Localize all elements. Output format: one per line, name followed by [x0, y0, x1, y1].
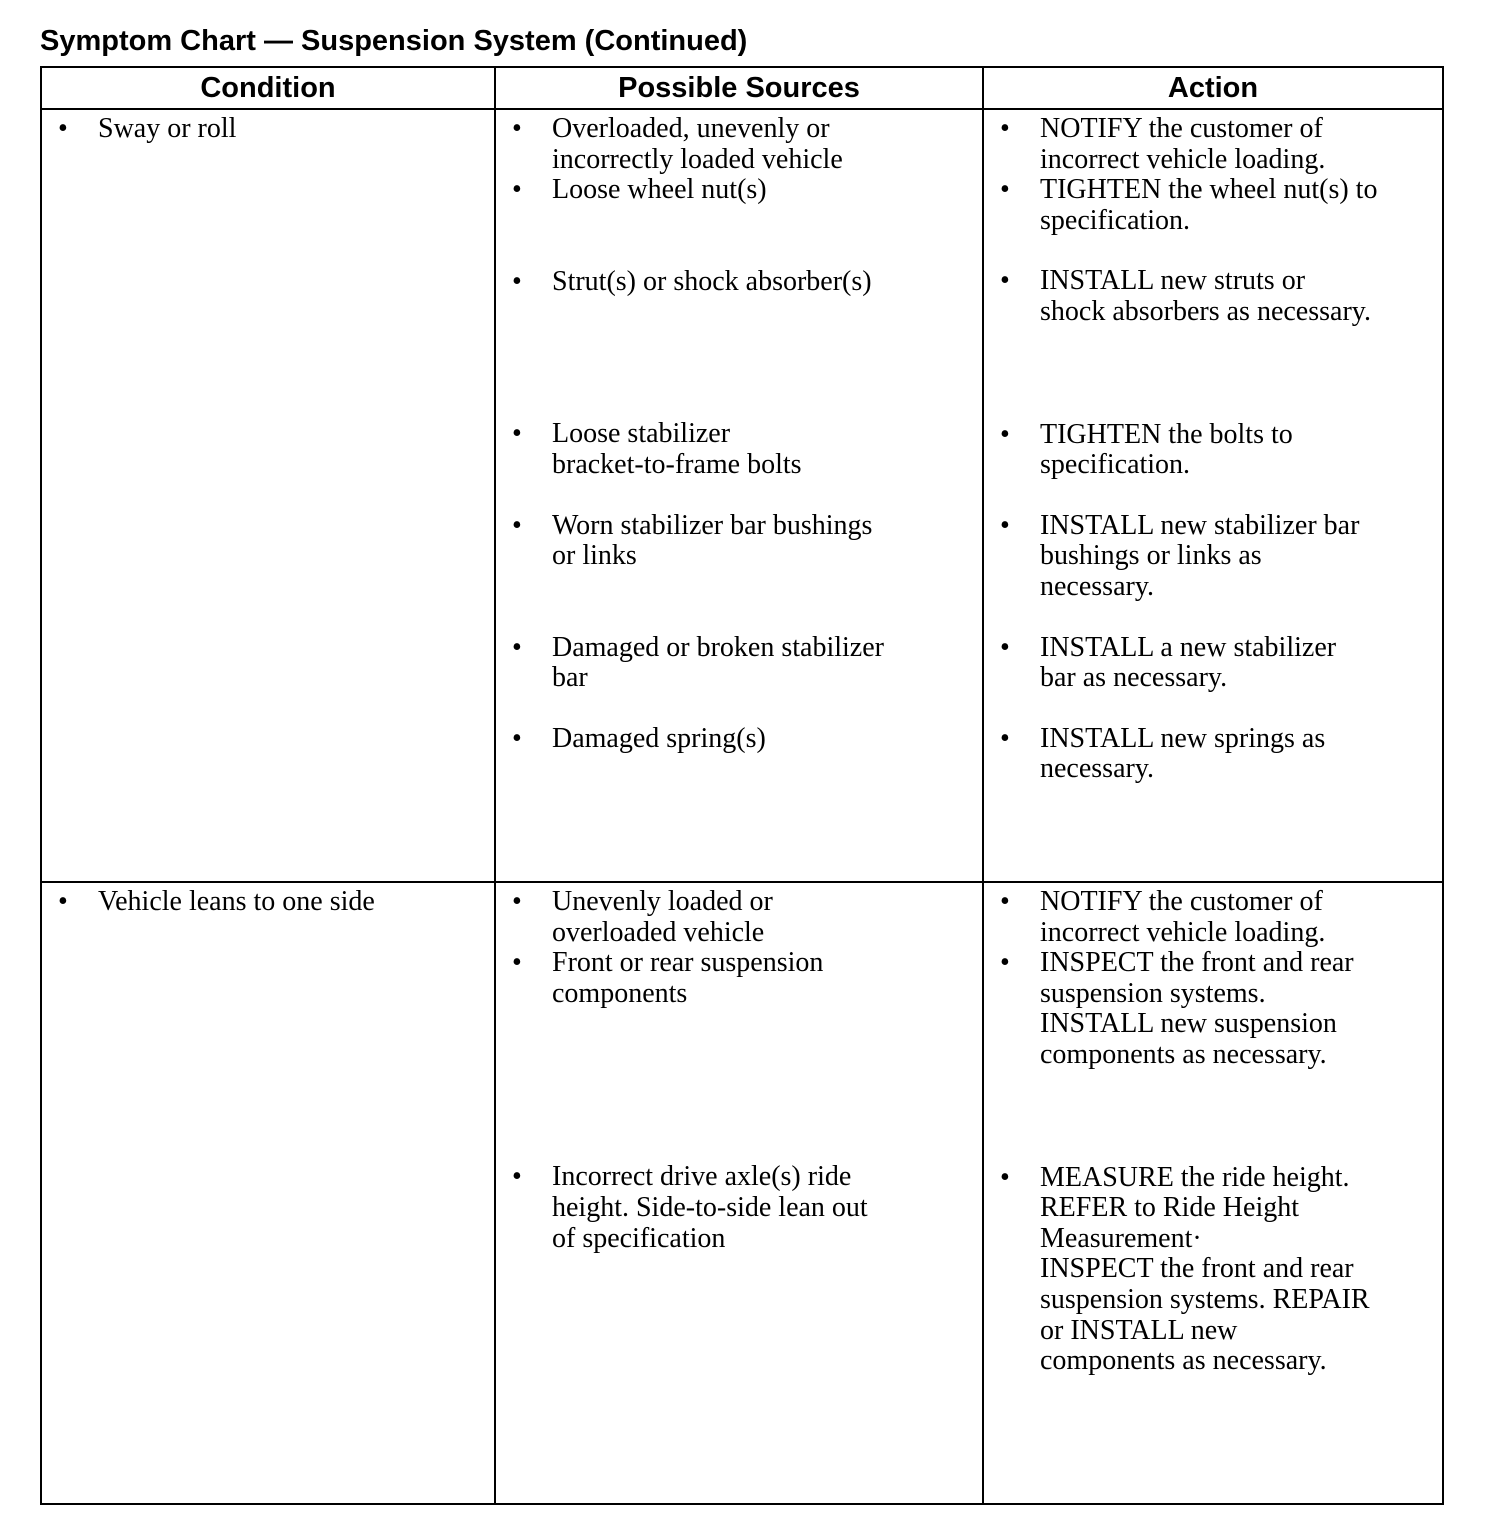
- bullet-icon: •: [512, 947, 522, 979]
- source-item: [510, 887, 968, 948]
- header-row: [41, 67, 1443, 109]
- header-condition: Condition: [41, 67, 495, 109]
- bullet-icon: •: [512, 174, 522, 206]
- action-item: [998, 114, 1428, 175]
- condition-text: Vehicle leans to one side: [98, 886, 375, 917]
- table-row: [41, 109, 1443, 882]
- action-text: TIGHTEN the wheel nut(s) to specification.: [1040, 174, 1378, 236]
- action-item: [998, 948, 1428, 1070]
- action-item: [998, 724, 1428, 785]
- source-text: Strut(s) or shock absorber(s): [552, 265, 872, 297]
- source-text: Unevenly loaded or overloaded vehicle: [552, 886, 773, 948]
- action-item: [998, 511, 1428, 603]
- action-item: [998, 175, 1428, 236]
- bullet-icon: •: [58, 113, 68, 144]
- condition-cell: [41, 882, 495, 1504]
- action-text: NOTIFY the customer of incorrect vehicle loading.: [1040, 113, 1326, 175]
- bullet-icon: •: [58, 886, 68, 917]
- symptom-table: [40, 66, 1444, 1505]
- sources-cell: [495, 109, 983, 882]
- bullet-icon: •: [512, 113, 522, 144]
- source-text: Front or rear suspension components: [552, 947, 824, 1009]
- bullet-icon: •: [1000, 174, 1010, 206]
- bullet-icon: •: [1000, 1161, 1010, 1193]
- action-item: [998, 1163, 1428, 1377]
- bullet-icon: •: [512, 265, 522, 297]
- condition-item: [56, 114, 480, 145]
- action-text: TIGHTEN the bolts to specification.: [1040, 418, 1293, 481]
- bullet-icon: •: [512, 886, 522, 917]
- action-text: INSTALL new stabilizer bar bushings or links as necessary.: [1040, 509, 1360, 602]
- bullet-icon: •: [1000, 265, 1010, 297]
- bullet-icon: •: [1000, 418, 1010, 450]
- header-possible-sources: Possible Sources: [495, 67, 983, 109]
- source-item: [510, 511, 968, 572]
- source-item: [510, 419, 968, 480]
- action-cell: [983, 109, 1443, 882]
- bullet-icon: •: [1000, 947, 1010, 979]
- bullet-icon: •: [1000, 631, 1010, 663]
- bullet-icon: •: [1000, 509, 1010, 541]
- source-item: [510, 633, 968, 694]
- source-item: [510, 948, 968, 1009]
- source-text: Loose stabilizer bracket-to-frame bolts: [552, 418, 802, 480]
- source-text: Overloaded, unevenly or incorrectly loaded vehicle: [552, 113, 843, 175]
- sources-cell: [495, 882, 983, 1504]
- action-text: INSTALL new struts or shock absorbers as necessary.: [1040, 265, 1371, 327]
- action-item: [998, 887, 1428, 948]
- bullet-icon: •: [512, 509, 522, 541]
- condition-text: Sway or roll: [98, 113, 237, 144]
- bullet-icon: •: [512, 418, 522, 450]
- action-text: INSTALL a new stabilizer bar as necessary.: [1040, 631, 1337, 694]
- bullet-icon: •: [512, 1161, 522, 1193]
- source-text: Damaged or broken stabilizer bar: [552, 631, 884, 694]
- page-title: Symptom Chart — Suspension System (Continued): [40, 25, 748, 57]
- condition-item: [56, 887, 480, 918]
- source-item: [510, 267, 968, 298]
- source-text: Damaged spring(s): [552, 722, 766, 754]
- bullet-icon: •: [512, 631, 522, 663]
- action-text: NOTIFY the customer of incorrect vehicle loading.: [1040, 886, 1326, 948]
- source-text: Worn stabilizer bar bushings or links: [552, 509, 873, 572]
- action-item: [998, 266, 1428, 327]
- source-text: Incorrect drive axle(s) ride height. Side-to-side lean out of specification: [552, 1161, 868, 1254]
- action-text: INSTALL new springs as necessary.: [1040, 722, 1326, 785]
- action-cell: [983, 882, 1443, 1504]
- condition-cell: [41, 109, 495, 882]
- bullet-icon: •: [512, 722, 522, 754]
- bullet-icon: •: [1000, 886, 1010, 917]
- source-item: [510, 724, 968, 755]
- action-text: INSPECT the front and rear suspension systems. INSTALL new suspension components as necessary.: [1040, 947, 1354, 1070]
- source-item: [510, 1162, 968, 1254]
- table-row: [41, 882, 1443, 1504]
- source-item: [510, 114, 968, 175]
- bullet-icon: •: [1000, 722, 1010, 754]
- source-item: [510, 175, 968, 206]
- action-text: MEASURE the ride height. REFER to Ride Height Measurement· INSPECT the front and rear suspension systems. REPAIR or INSTALL new components as necessary.: [1040, 1161, 1370, 1377]
- action-item: [998, 633, 1428, 694]
- bullet-icon: •: [1000, 113, 1010, 144]
- header-action: Action: [983, 67, 1443, 109]
- source-text: Loose wheel nut(s): [552, 174, 767, 206]
- action-item: [998, 420, 1428, 481]
